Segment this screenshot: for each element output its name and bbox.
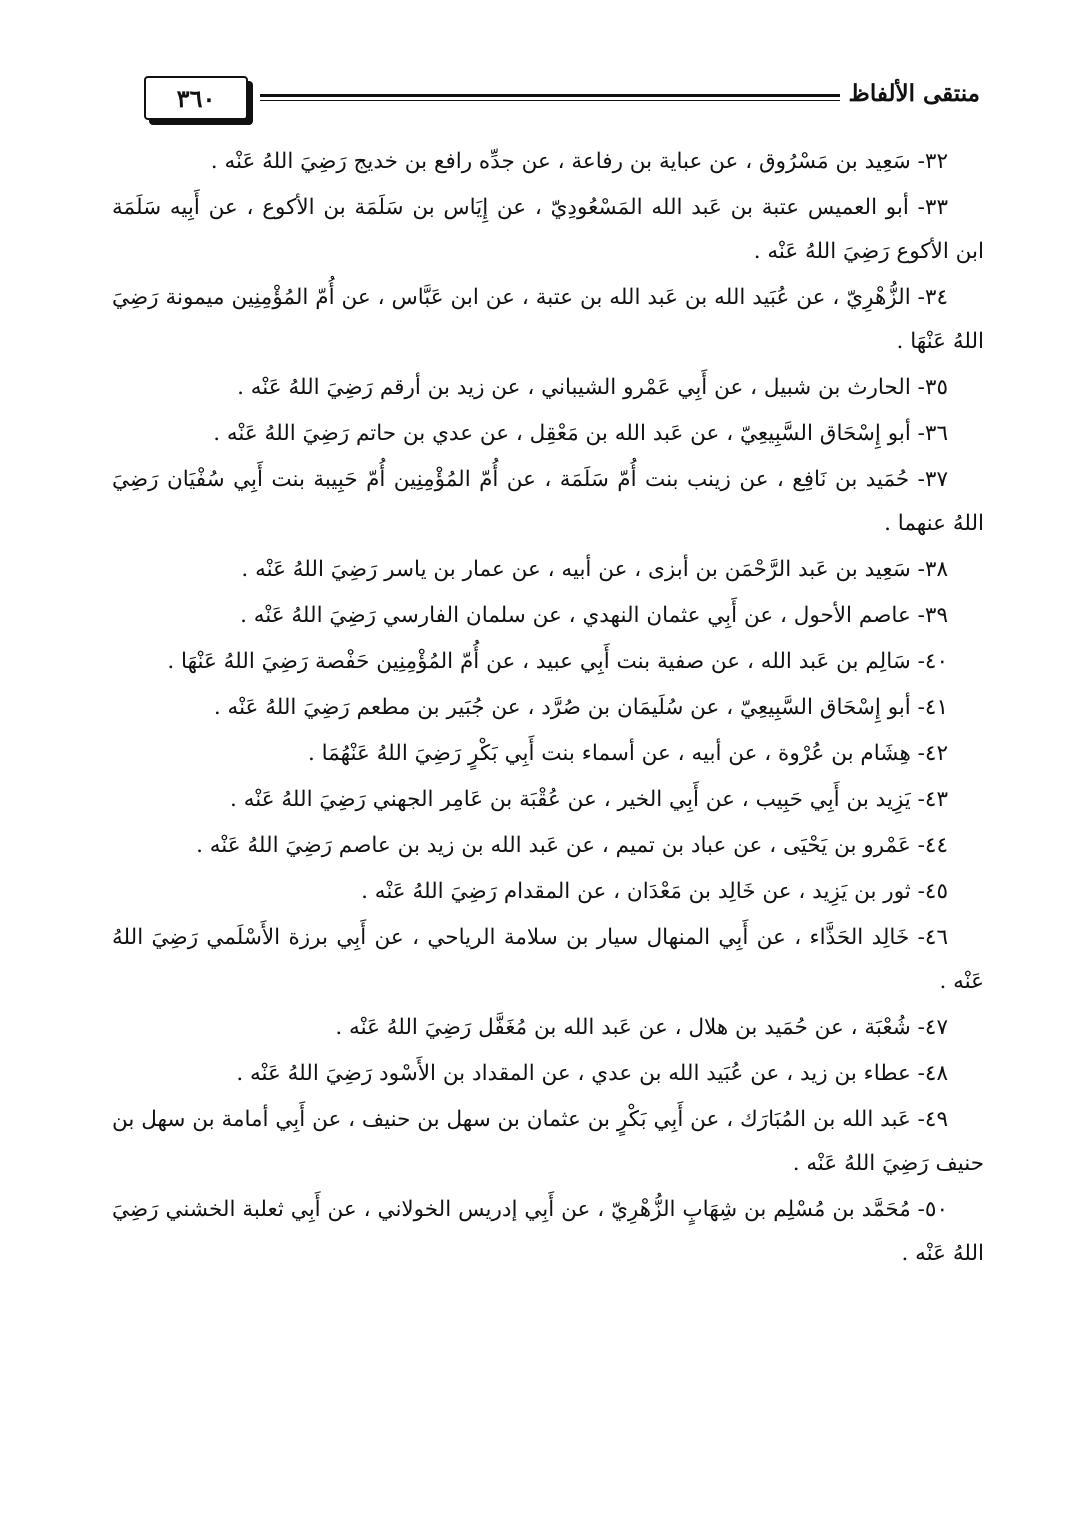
entry-32: ٣٢- سَعِيد بن مَسْرُوق ، عن عباية بن رفاعة ، عن جدِّه رافع بن خديج رَضِيَ اللهُ عَنْه . (210, 149, 948, 174)
page-content (112, 140, 984, 1278)
entry-33: ٣٣- أبو العميس عتبة بن عَبد الله المَسْعُودِيّ ، عن إِيَاس بن سَلَمَة بن الأكوع ، عن أَبِيه سَلَمَة ابن الأكوع رَضِيَ اللهُ عَنْه . (112, 195, 984, 264)
page-number-box (144, 76, 248, 120)
page-number: ٣٦٠ (176, 83, 216, 113)
book-title: منتقى الألفاظ (848, 80, 980, 107)
entry-48: ٤٨- عطاء بن زيد ، عن عُبَيد الله بن عدي ، عن المقداد بن الأَسْود رَضِيَ اللهُ عَنْه . (236, 1061, 948, 1086)
entry-47: ٤٧- شُعْبَة ، عن حُمَيد بن هلال ، عن عَبد الله بن مُغَفَّل رَضِيَ اللهُ عَنْه . (335, 1015, 948, 1040)
entry-38: ٣٨- سَعِيد بن عَبد الرَّحْمَن بن أبزى ، عن أبيه ، عن عمار بن ياسر رَضِيَ اللهُ عَنْه . (241, 557, 948, 582)
entry-41: ٤١- أبو إِسْحَاق السَّبِيعِيّ ، عن سُلَيمَان بن صُرَّد ، عن جُبَير بن مطعم رَضِيَ اللهُ عَنْه . (213, 695, 948, 720)
entry-35: ٣٥- الحارث بن شبيل ، عن أَبِي عَمْرو الشيباني ، عن زيد بن أرقم رَضِيَ اللهُ عَنْه . (237, 375, 948, 400)
entry-43: ٤٣- يَزِيد بن أَبِي حَبِيب ، عن أَبِي الخير ، عن عُقْبَة بن عَامِر الجهني رَضِيَ اللهُ عَنْه . (230, 787, 948, 812)
entry-45: ٤٥- ثور بن يَزِيد ، عن خَالِد بن مَعْدَان ، عن المقدام رَضِيَ اللهُ عَنْه . (361, 879, 948, 904)
page-header (100, 72, 980, 128)
entry-50: ٥٠- مُحَمَّد بن مُسْلِم بن شِهَابٍ الزُّهْرِيّ ، عن أَبِي إدريس الخولاني ، عن أَبِي ثعلبة الخشني رَضِيَ اللهُ عَنْه . (112, 1197, 984, 1266)
header-rule (260, 94, 840, 101)
entry-44: ٤٤- عَمْرو بن يَحْيَى ، عن عباد بن تميم ، عن عَبد الله بن زيد بن عاصم رَضِيَ اللهُ عَنْه . (196, 833, 948, 858)
entry-37: ٣٧- حُمَيد بن نَافِع ، عن زينب بنت أُمّ سَلَمَة ، عن أُمّ المُؤْمِنِين أُمّ حَبِيبة بنت أَبِي سُفْيَان رَضِيَ اللهُ عنهما . (112, 467, 984, 536)
entry-46: ٤٦- خَالِد الحَذَّاء ، عن أَبِي المنهال سيار بن سلامة الرياحي ، عن أَبِي برزة الأَسْلَمي رَضِيَ اللهُ عَنْه . (112, 925, 984, 994)
entry-36: ٣٦- أبو إِسْحَاق السَّبِيعِيّ ، عن عَبد الله بن مَعْقِل ، عن عدي بن حاتم رَضِيَ اللهُ عَنْه . (213, 421, 948, 446)
entry-40: ٤٠- سَالِم بن عَبد الله ، عن صفية بنت أَبِي عبيد ، عن أُمّ المُؤْمِنِين حَفْصة رَضِيَ اللهُ عَنْهَا . (167, 649, 948, 674)
entry-34: ٣٤- الزُّهْرِيّ ، عن عُبَيد الله بن عَبد الله بن عتبة ، عن ابن عَبَّاس ، عن أُمّ المُؤْمِنِين ميمونة رَضِيَ اللهُ عَنْهَا . (112, 285, 984, 354)
entry-42: ٤٢- هِشَام بن عُرْوة ، عن أبيه ، عن أسماء بنت أَبِي بَكْرٍ رَضِيَ اللهُ عَنْهُمَا . (307, 741, 948, 766)
entry-39: ٣٩- عاصم الأحول ، عن أَبِي عثمان النهدي ، عن سلمان الفارسي رَضِيَ اللهُ عَنْه . (240, 603, 948, 628)
entry-49: ٤٩- عَبد الله بن المُبَارَك ، عن أَبِي بَكْرٍ بن عثمان بن سهل بن حنيف ، عن أَبِي أمامة بن سهل بن حنيف رَضِيَ اللهُ عَنْه . (112, 1107, 984, 1176)
